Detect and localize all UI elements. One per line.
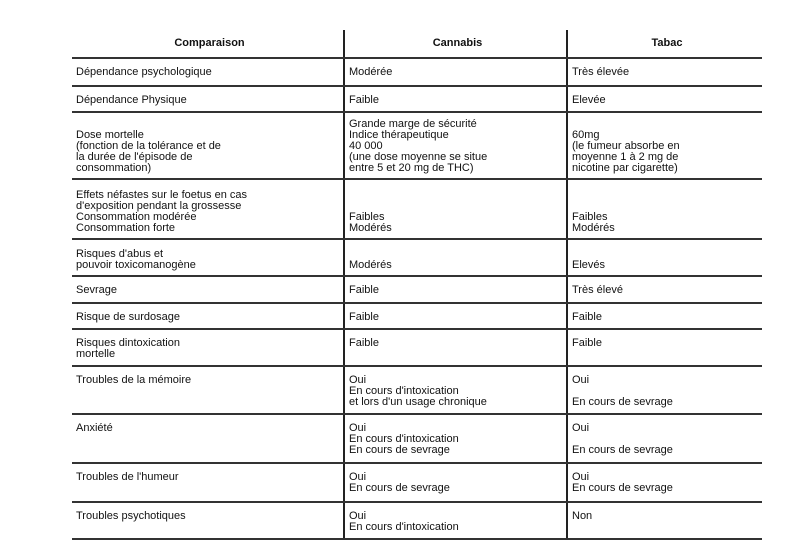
row-label: Dépendance psychologique [72, 58, 344, 86]
row-label: Dose mortelle (fonction de la tolérance et de la durée de l'épisode de consommation) [72, 112, 344, 179]
tabac-cell: Oui En cours de sevrage [567, 463, 762, 502]
row-label: Troubles de l'humeur [72, 463, 344, 502]
row-label: Anxiété [72, 414, 344, 463]
tabac-cell: Faible [567, 303, 762, 329]
tabac-cell: Non [567, 502, 762, 539]
tabac-cell: Oui En cours de sevrage [567, 414, 762, 463]
cannabis-cell: Faible [344, 303, 567, 329]
cannabis-cell: Faible [344, 86, 567, 112]
tabac-cell: Elevée [567, 86, 762, 112]
tabac-cell: Elevés [567, 239, 762, 276]
header-cannabis: Cannabis [344, 30, 567, 58]
table-row [72, 239, 762, 276]
tabac-cell: Faibles Modérés [567, 179, 762, 239]
header-row [72, 30, 762, 58]
row-label: Risque de surdosage [72, 303, 344, 329]
cannabis-cell: Modérés [344, 239, 567, 276]
row-label: Troubles psychotiques [72, 502, 344, 539]
cannabis-cell: Oui En cours de sevrage [344, 463, 567, 502]
comparison-table [72, 30, 762, 540]
cannabis-cell: Oui En cours d'intoxication et lors d'un usage chronique [344, 366, 567, 414]
cannabis-cell: Grande marge de sécurité Indice thérapeutique 40 000 (une dose moyenne se situe entre 5 et 20 mg de THC) [344, 112, 567, 179]
tabac-cell: Oui En cours de sevrage [567, 366, 762, 414]
tabac-cell: Très élevée [567, 58, 762, 86]
table-row [72, 276, 762, 303]
tabac-cell: Très élevé [567, 276, 762, 303]
cannabis-cell: Oui En cours d'intoxication En cours de sevrage [344, 414, 567, 463]
table-row [72, 58, 762, 86]
table-row [72, 329, 762, 366]
row-label: Effets néfastes sur le foetus en cas d'exposition pendant la grossesse Consommation modérée Consommation forte [72, 179, 344, 239]
cannabis-cell: Faible [344, 276, 567, 303]
table-row [72, 502, 762, 539]
header-tabac: Tabac [567, 30, 762, 58]
row-label: Risques dintoxication mortelle [72, 329, 344, 366]
table-row [72, 463, 762, 502]
tabac-cell: 60mg (le fumeur absorbe en moyenne 1 à 2 mg de nicotine par cigarette) [567, 112, 762, 179]
header-comparaison: Comparaison [72, 30, 344, 58]
table-row [72, 112, 762, 179]
row-label: Sevrage [72, 276, 344, 303]
row-label: Troubles de la mémoire [72, 366, 344, 414]
tabac-cell: Faible [567, 329, 762, 366]
table-row [72, 366, 762, 414]
cannabis-cell: Oui En cours d'intoxication [344, 502, 567, 539]
row-label: Dépendance Physique [72, 86, 344, 112]
table-row [72, 179, 762, 239]
cannabis-cell: Modérée [344, 58, 567, 86]
cannabis-cell: Faibles Modérés [344, 179, 567, 239]
table-row [72, 414, 762, 463]
table-row [72, 86, 762, 112]
row-label: Risques d'abus et pouvoir toxicomanogène [72, 239, 344, 276]
cannabis-cell: Faible [344, 329, 567, 366]
table-row [72, 303, 762, 329]
